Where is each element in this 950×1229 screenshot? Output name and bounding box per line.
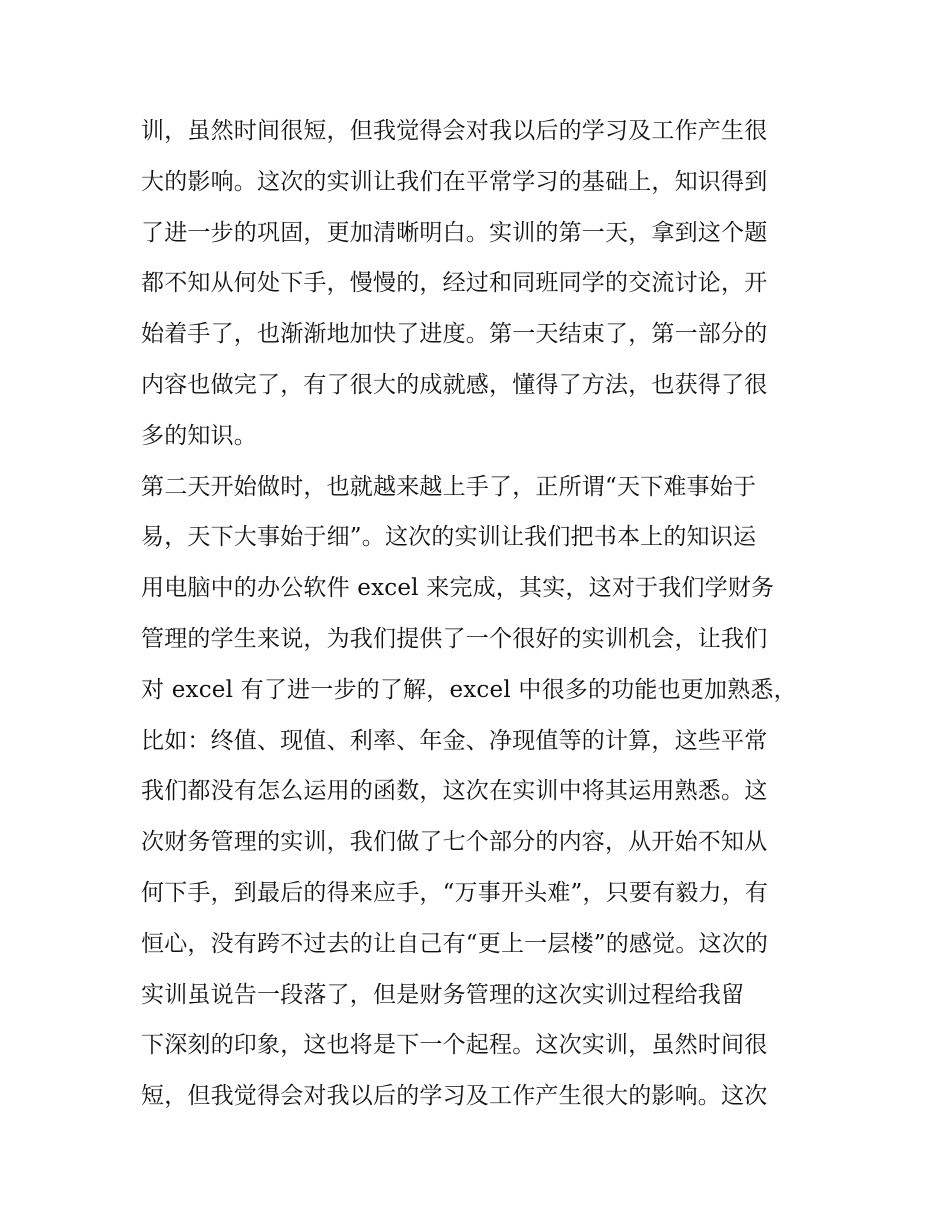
text-line: 始着手了，也渐渐地加快了进度。第一天结束了，第一部分的 xyxy=(141,321,768,348)
text-line: 我们都没有怎么运用的函数，这次在实训中将其运用熟悉。这 xyxy=(141,778,768,805)
text-line: 管理的学生来说，为我们提供了一个很好的实训机会，让我们 xyxy=(141,625,768,652)
text-line: 训，虽然时间很短，但我觉得会对我以后的学习及工作产生很 xyxy=(141,118,768,144)
text-line: 都不知从何处下手，慢慢的，经过和同班同学的交流讨论，开 xyxy=(141,270,768,297)
document-body xyxy=(141,106,813,1122)
text-line: 下深刻的印象，这也将是下一个起程。这次实训，虽然时间很 xyxy=(141,1032,768,1059)
text-line: 对 excel 有了进一步的了解，excel 中很多的功能也更加熟悉， xyxy=(141,676,797,703)
text-line: 易，天下大事始于细”。这次的实训让我们把书本上的知识运 xyxy=(141,524,757,551)
text-line: 多的知识。 xyxy=(141,422,257,449)
text-line: 何下手，到最后的得来应手，“万事开头难”，只要有毅力，有 xyxy=(141,879,769,906)
text-line: 实训虽说告一段落了，但是财务管理的这次实训过程给我留 xyxy=(141,981,745,1008)
text-line: 恒心，没有跨不过去的让自己有“更上一层楼”的感觉。这次的 xyxy=(141,930,769,957)
text-line: 第二天开始做时，也就越来越上手了，正所谓“天下难事始于 xyxy=(141,473,757,500)
text-line: 了进一步的巩固，更加清晰明白。实训的第一天，拿到这个题 xyxy=(141,219,768,246)
text-line: 内容也做完了，有了很大的成就感，懂得了方法，也获得了很 xyxy=(141,371,768,398)
text-line: 大的影响。这次的实训让我们在平常学习的基础上，知识得到 xyxy=(141,168,768,195)
text-line: 用电脑中的办公软件 excel 来完成，其实，这对于我们学财务 xyxy=(141,575,775,602)
text-line: 次财务管理的实训，我们做了七个部分的内容，从开始不知从 xyxy=(141,829,768,856)
text-line: 短，但我觉得会对我以后的学习及工作产生很大的影响。这次 xyxy=(141,1083,768,1110)
text-line: 比如：终值、现值、利率、年金、净现值等的计算，这些平常 xyxy=(141,727,768,754)
